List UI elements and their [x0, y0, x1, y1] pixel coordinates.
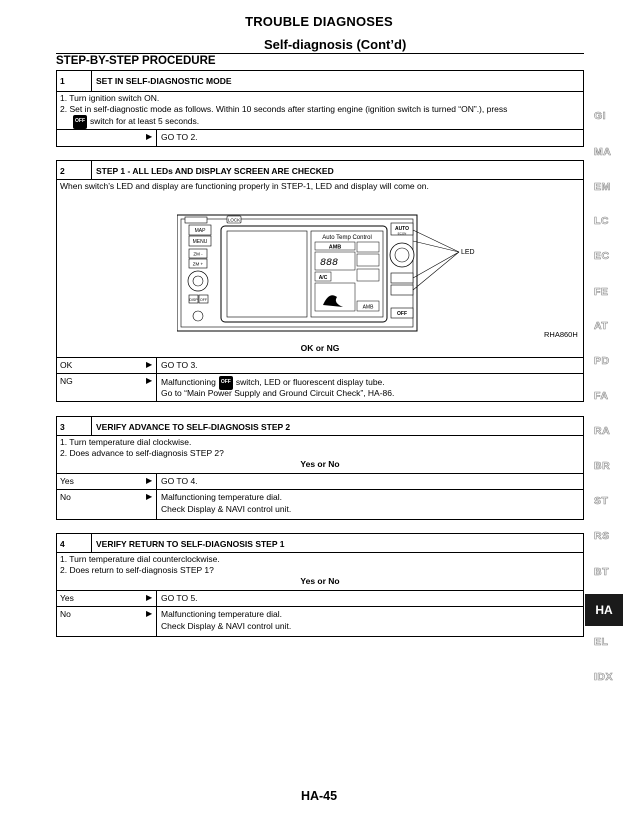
disp-button-label: DISP [189, 298, 198, 302]
section-title: STEP-BY-STEP PROCEDURE [56, 55, 216, 67]
step3-question: Yes or No [300, 459, 340, 469]
zoom-in-label: ZM + [192, 261, 204, 267]
amb-button-label: AMB [362, 304, 374, 311]
off-button-label: OFF [200, 298, 207, 302]
step1-line1: 1. Turn ignition switch ON. [60, 93, 160, 103]
arrow-icon: ▶ [146, 476, 153, 485]
amb-display-label: AMB [328, 244, 342, 251]
header-rule [56, 53, 584, 54]
step2-num: 2 [60, 166, 65, 176]
step3-yes-action: GO TO 4. [161, 476, 198, 486]
control-panel-figure [177, 209, 497, 339]
sidebar-item-lc[interactable]: LC [594, 215, 609, 227]
step1-box [56, 70, 584, 147]
step4-yes-action: GO TO 5. [161, 593, 198, 603]
step4-question: Yes or No [300, 576, 340, 586]
sidebar-item-ra[interactable]: RA [594, 425, 611, 437]
page-number: HA-45 [300, 789, 338, 803]
step4-num: 4 [60, 539, 65, 549]
step1-title: SET IN SELF-DIAGNOSTIC MODE [96, 76, 232, 86]
led-callout: LED [461, 249, 475, 256]
arrow-icon: ▶ [146, 376, 153, 385]
sidebar-item-fa[interactable]: FA [594, 390, 609, 402]
step2-question: OK or NG [300, 343, 340, 353]
step4-no-action2: Check Display & NAVI control unit. [161, 621, 292, 631]
step3-box [56, 416, 584, 520]
step4-yes-label: Yes [60, 593, 74, 603]
step2-ok-action: GO TO 3. [161, 360, 198, 370]
sidebar-item-idx[interactable]: IDX [594, 671, 614, 683]
step2-ng-action: Malfunctioning OFF switch, LED or fluorescent display tube. [161, 376, 385, 390]
arrow-icon: ▶ [146, 132, 153, 141]
sidebar-item-pd[interactable]: PD [594, 355, 610, 367]
step3-no-label: No [60, 492, 71, 502]
temp-digits: 888 [319, 258, 339, 269]
map-button-label: MAP [194, 228, 206, 234]
arrow-icon: ▶ [146, 609, 153, 618]
figure-code: RHA860H [544, 330, 578, 339]
page-subtitle: Self-diagnosis (Cont’d) [264, 37, 407, 52]
off-switch-icon: OFF [219, 376, 233, 390]
step2-desc: When switch’s LED and display are functioning properly in STEP-1, LED and display will come on. [60, 181, 429, 191]
sidebar-item-fe[interactable]: FE [594, 286, 609, 298]
arrow-icon: ▶ [146, 593, 153, 602]
sidebar-item-gi[interactable]: GI [594, 110, 607, 122]
step4-box [56, 533, 584, 637]
page-title: TROUBLE DIAGNOSES [245, 14, 393, 29]
sidebar-item-at[interactable]: AT [594, 320, 609, 332]
step3-line2: 2. Does advance to self-diagnosis STEP 2? [60, 448, 224, 458]
step1-line2: 2. Set in self-diagnostic mode as follows. Within 10 seconds after starting engine (ignition switch is turned “ON”.), press [60, 104, 508, 114]
sidebar-item-ha[interactable]: HA [585, 594, 623, 626]
sidebar-item-rs[interactable]: RS [594, 530, 610, 542]
step4-no-label: No [60, 609, 71, 619]
econ-label: ECON [397, 231, 407, 236]
step2-box [56, 160, 584, 402]
step3-line1: 1. Turn temperature dial clockwise. [60, 437, 192, 447]
step4-line2: 2. Does return to self-diagnosis STEP 1? [60, 565, 214, 575]
sidebar-item-el[interactable]: EL [594, 636, 609, 648]
ac-label: A/C [318, 275, 328, 281]
step1-goto: GO TO 2. [161, 132, 198, 142]
step4-no-action1: Malfunctioning temperature dial. [161, 609, 282, 619]
step3-title: VERIFY ADVANCE TO SELF-DIAGNOSIS STEP 2 [96, 422, 291, 432]
step2-ng-label: NG [60, 376, 73, 386]
off-switch-icon: OFF [73, 115, 87, 129]
step4-title: VERIFY RETURN TO SELF-DIAGNOSIS STEP 1 [96, 539, 285, 549]
arrow-icon: ▶ [146, 492, 153, 501]
sidebar-item-st[interactable]: ST [594, 495, 609, 507]
sidebar-item-bt[interactable]: BT [594, 566, 609, 578]
step1-line3: OFF switch for at least 5 seconds. [70, 115, 199, 129]
auto-button-label: AUTO [394, 226, 410, 232]
lock-label: LOCK [227, 217, 241, 223]
arrow-icon: ▶ [146, 360, 153, 369]
step2-title: STEP 1 - ALL LEDs AND DISPLAY SCREEN ARE CHECKED [96, 166, 334, 176]
off-switch-label: OFF [397, 311, 407, 317]
step3-no-action1: Malfunctioning temperature dial. [161, 492, 282, 502]
step2-ok-label: OK [60, 360, 73, 370]
sidebar-item-br[interactable]: BR [594, 460, 611, 472]
sidebar-item-ec[interactable]: EC [594, 250, 610, 262]
sidebar-item-ma[interactable]: MA [594, 146, 612, 158]
zoom-out-label: ZM - [193, 251, 203, 257]
step1-num: 1 [60, 76, 65, 86]
step4-line1: 1. Turn temperature dial counterclockwise. [60, 554, 220, 564]
step3-num: 3 [60, 422, 65, 432]
step3-no-action2: Check Display & NAVI control unit. [161, 504, 292, 514]
auto-temp-label: Auto Temp Control [322, 235, 372, 241]
step3-yes-label: Yes [60, 476, 74, 486]
sidebar-item-em[interactable]: EM [594, 181, 611, 193]
step2-ng-action2: Go to “Main Power Supply and Ground Circuit Check”, HA-86. [161, 388, 395, 398]
menu-button-label: MENU [192, 239, 208, 245]
